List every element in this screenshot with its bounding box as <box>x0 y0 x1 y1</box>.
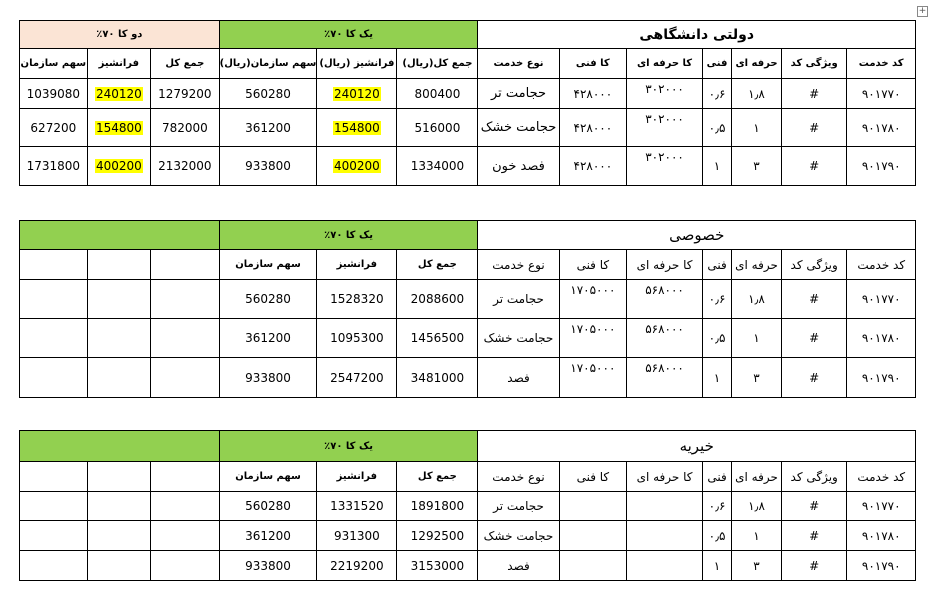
col-header: کد خدمت <box>847 250 916 280</box>
cell-tech: ۱ <box>702 551 731 581</box>
col-header: فرانشیز <box>87 49 150 79</box>
cell-share1: 560280 <box>219 79 317 109</box>
cell-feature: # <box>781 79 846 109</box>
cell-share1: 560280 <box>219 280 317 319</box>
table-state-university <box>19 20 916 186</box>
table-row <box>20 319 916 358</box>
empty-cell <box>20 462 88 492</box>
cell-service: حجامت خشک <box>478 109 559 147</box>
empty-cell <box>87 521 150 551</box>
col-header: ویژگی کد <box>781 49 846 79</box>
group2-header: دو کا ۷۰٪ <box>20 21 220 49</box>
cell-share2: 1039080 <box>20 79 88 109</box>
cell-share1: 933800 <box>219 147 317 186</box>
col-header: جمع کل <box>397 250 478 280</box>
cell-feature: # <box>781 492 846 521</box>
table-row <box>20 551 916 581</box>
section-title: دولتی دانشگاهی <box>478 21 916 49</box>
col-header: فرانشیز (ریال) <box>317 49 397 79</box>
cell-feature: # <box>781 358 846 398</box>
cell-k-tech: ۱۷۰۵۰۰۰ <box>559 280 627 319</box>
col-header: حرفه ای <box>732 462 782 492</box>
cell-fr1: 1095300 <box>317 319 397 358</box>
cell-k-prof: ۳۰۲۰۰۰ <box>627 147 703 186</box>
empty-cell <box>20 250 88 280</box>
table-private <box>19 220 916 398</box>
col-header: ویژگی کد <box>781 250 846 280</box>
empty-cell <box>20 358 88 398</box>
cell-code: ۹۰۱۷۹۰ <box>847 147 916 186</box>
cell-feature: # <box>781 147 846 186</box>
cell-code: ۹۰۱۷۹۰ <box>847 358 916 398</box>
cell-prof: ۱٫۸ <box>732 280 782 319</box>
cell-feature: # <box>781 551 846 581</box>
cell-tech: ۰٫۶ <box>702 280 731 319</box>
cell-k-tech <box>559 492 627 521</box>
cell-fr2: 154800 <box>87 109 150 147</box>
empty-cell <box>20 280 88 319</box>
cell-k-tech: ۴۲۸۰۰۰ <box>559 147 627 186</box>
cell-k-prof: ۳۰۲۰۰۰ <box>627 79 703 109</box>
empty-cell <box>151 462 220 492</box>
col-header: سهم سازمان <box>20 49 88 79</box>
cell-feature: # <box>781 280 846 319</box>
table-row <box>20 492 916 521</box>
table-row <box>20 147 916 186</box>
cell-k-prof: ۳۰۲۰۰۰ <box>627 109 703 147</box>
cell-tech: ۱ <box>702 358 731 398</box>
col-header: نوع خدمت <box>478 49 559 79</box>
cell-total1: 800400 <box>397 79 478 109</box>
col-header: کا فنی <box>559 462 627 492</box>
col-header: حرفه ای <box>732 49 782 79</box>
col-header: سهم سازمان <box>219 462 317 492</box>
cell-total1: 1456500 <box>397 319 478 358</box>
cell-fr1: 931300 <box>317 521 397 551</box>
cell-service: حجامت خشک <box>478 521 559 551</box>
col-header: سهم سازمان(ریال) <box>219 49 317 79</box>
cell-code: ۹۰۱۷۸۰ <box>847 521 916 551</box>
cell-tech: ۰٫۶ <box>702 79 731 109</box>
col-header: جمع کل <box>397 462 478 492</box>
col-header: فنی <box>702 250 731 280</box>
cell-total2: 2132000 <box>151 147 220 186</box>
empty-cell <box>151 358 220 398</box>
col-header: فرانشیز <box>317 250 397 280</box>
cell-tech: ۰٫۵ <box>702 319 731 358</box>
group1-header: یک کا ۷۰٪ <box>219 431 478 462</box>
cell-fr2: 240120 <box>87 79 150 109</box>
cell-k-prof <box>627 521 703 551</box>
cell-fr1: 400200 <box>317 147 397 186</box>
col-header: کد خدمت <box>847 462 916 492</box>
col-header: سهم سازمان <box>219 250 317 280</box>
cell-total1: 2088600 <box>397 280 478 319</box>
col-header: کا فنی <box>559 49 627 79</box>
empty-cell <box>87 319 150 358</box>
empty-cell <box>151 280 220 319</box>
empty-cell <box>151 551 220 581</box>
empty-cell <box>20 492 88 521</box>
cell-k-tech: ۴۲۸۰۰۰ <box>559 109 627 147</box>
table-row <box>20 521 916 551</box>
col-header: فنی <box>702 49 731 79</box>
cell-prof: ۳ <box>732 358 782 398</box>
cell-fr1: 240120 <box>317 79 397 109</box>
cell-code: ۹۰۱۷۸۰ <box>847 109 916 147</box>
cell-fr1: 1528320 <box>317 280 397 319</box>
cell-total1: 3153000 <box>397 551 478 581</box>
cell-share2: 627200 <box>20 109 88 147</box>
empty-cell <box>20 551 88 581</box>
empty-cell <box>20 319 88 358</box>
cell-prof: ۱٫۸ <box>732 79 782 109</box>
empty-cell <box>87 462 150 492</box>
empty-cell <box>151 521 220 551</box>
cell-service: حجامت خشک <box>478 319 559 358</box>
cell-prof: ۱ <box>732 521 782 551</box>
table-charity <box>19 430 916 581</box>
cell-k-tech: ۱۷۰۵۰۰۰ <box>559 358 627 398</box>
section-title: خیریه <box>478 431 916 462</box>
section-title: خصوصی <box>478 221 916 250</box>
cell-prof: ۱٫۸ <box>732 492 782 521</box>
cell-total2: 782000 <box>151 109 220 147</box>
empty-cell <box>20 521 88 551</box>
cell-service: حجامت تر <box>478 492 559 521</box>
col-header: کا حرفه ای <box>627 250 703 280</box>
col-header: کا فنی <box>559 250 627 280</box>
col-header: جمع کل(ریال) <box>397 49 478 79</box>
group1-header: یک کا ۷۰٪ <box>219 221 478 250</box>
cell-k-prof <box>627 492 703 521</box>
cell-share1: 560280 <box>219 492 317 521</box>
empty-cell <box>151 319 220 358</box>
cell-tech: ۰٫۵ <box>702 109 731 147</box>
cell-k-prof: ۵۶۸۰۰۰ <box>627 280 703 319</box>
cell-k-prof <box>627 551 703 581</box>
cell-share1: 933800 <box>219 358 317 398</box>
col-header: نوع خدمت <box>478 462 559 492</box>
cell-k-tech: ۱۷۰۵۰۰۰ <box>559 319 627 358</box>
cell-code: ۹۰۱۷۷۰ <box>847 280 916 319</box>
cell-k-tech: ۴۲۸۰۰۰ <box>559 79 627 109</box>
cell-k-tech <box>559 521 627 551</box>
cell-k-prof: ۵۶۸۰۰۰ <box>627 319 703 358</box>
cell-share2: 1731800 <box>20 147 88 186</box>
cell-prof: ۳ <box>732 551 782 581</box>
cell-total2: 1279200 <box>151 79 220 109</box>
cell-prof: ۱ <box>732 319 782 358</box>
cell-total1: 3481000 <box>397 358 478 398</box>
empty-cell <box>87 551 150 581</box>
cell-k-tech <box>559 551 627 581</box>
empty-cell <box>151 250 220 280</box>
cell-share1: 361200 <box>219 319 317 358</box>
cell-total1: 1891800 <box>397 492 478 521</box>
cell-tech: ۰٫۵ <box>702 521 731 551</box>
cell-fr1: 2547200 <box>317 358 397 398</box>
empty-cell <box>87 250 150 280</box>
col-header: جمع کل <box>151 49 220 79</box>
cell-total1: 1292500 <box>397 521 478 551</box>
cell-total1: 516000 <box>397 109 478 147</box>
cell-tech: ۰٫۶ <box>702 492 731 521</box>
col-header: حرفه ای <box>732 250 782 280</box>
col-header: فرانشیز <box>317 462 397 492</box>
cell-feature: # <box>781 319 846 358</box>
empty-cell <box>87 358 150 398</box>
group1-header: یک کا ۷۰٪ <box>219 21 478 49</box>
col-header: کا حرفه ای <box>627 49 703 79</box>
cell-service: حجامت تر <box>478 79 559 109</box>
table-row <box>20 109 916 147</box>
empty-cell <box>87 280 150 319</box>
empty-cell <box>151 492 220 521</box>
cell-fr2: 400200 <box>87 147 150 186</box>
table-row <box>20 79 916 109</box>
table-row <box>20 280 916 319</box>
cell-k-prof: ۵۶۸۰۰۰ <box>627 358 703 398</box>
table-move-handle-icon[interactable]: + <box>918 6 927 16</box>
cell-share1: 361200 <box>219 109 317 147</box>
cell-tech: ۱ <box>702 147 731 186</box>
cell-code: ۹۰۱۷۹۰ <box>847 551 916 581</box>
cell-service: فصد خون <box>478 147 559 186</box>
cell-code: ۹۰۱۷۷۰ <box>847 79 916 109</box>
cell-fr1: 154800 <box>317 109 397 147</box>
cell-service: حجامت تر <box>478 280 559 319</box>
cell-code: ۹۰۱۷۸۰ <box>847 319 916 358</box>
col-header: فنی <box>702 462 731 492</box>
group2-header-empty <box>20 221 220 250</box>
col-header: ویژگی کد <box>781 462 846 492</box>
table-row <box>20 358 916 398</box>
cell-fr1: 1331520 <box>317 492 397 521</box>
cell-prof: ۳ <box>732 147 782 186</box>
cell-service: فصد <box>478 358 559 398</box>
cell-feature: # <box>781 521 846 551</box>
cell-service: فصد <box>478 551 559 581</box>
cell-feature: # <box>781 109 846 147</box>
cell-code: ۹۰۱۷۷۰ <box>847 492 916 521</box>
cell-prof: ۱ <box>732 109 782 147</box>
col-header: نوع خدمت <box>478 250 559 280</box>
cell-total1: 1334000 <box>397 147 478 186</box>
cell-share1: 933800 <box>219 551 317 581</box>
cell-fr1: 2219200 <box>317 551 397 581</box>
group2-header-empty <box>20 431 220 462</box>
cell-share1: 361200 <box>219 521 317 551</box>
col-header: کد خدمت <box>847 49 916 79</box>
col-header: کا حرفه ای <box>627 462 703 492</box>
empty-cell <box>87 492 150 521</box>
